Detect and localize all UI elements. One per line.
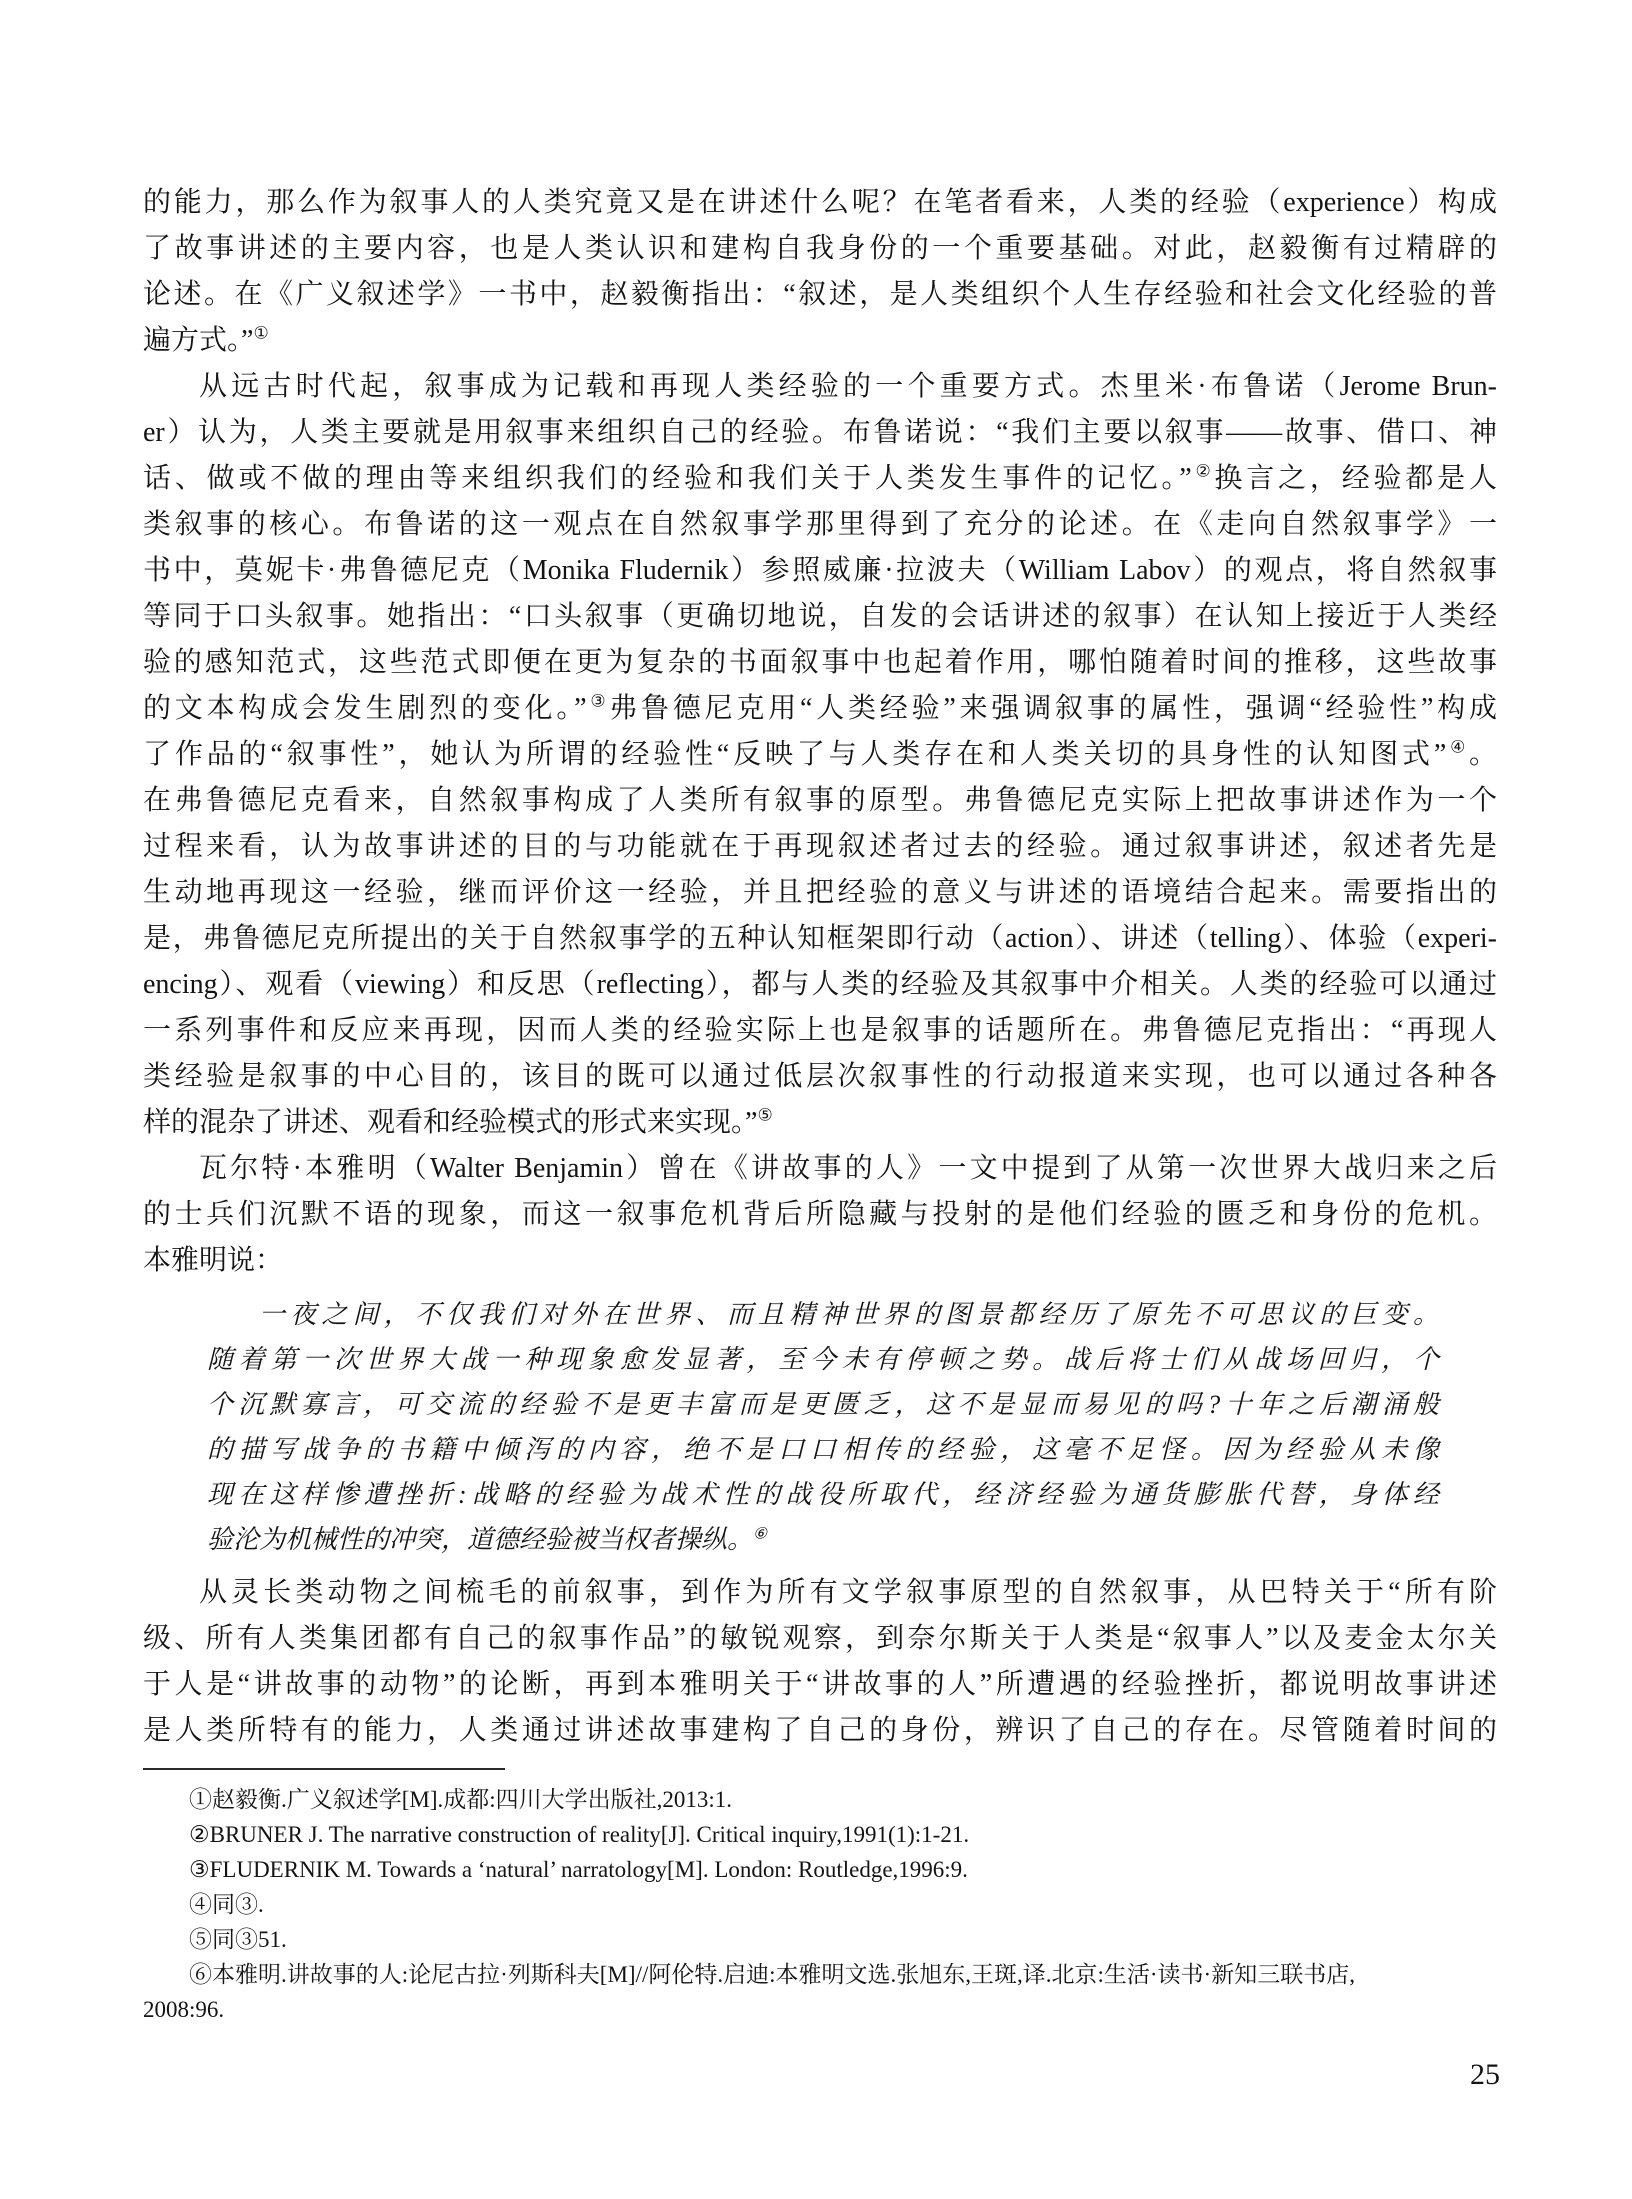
body-line: 级、所有人类集团都有自己的叙事作品”的敏锐观察，到奈尔斯关于人类是“叙事人”以及麦金太尔关	[143, 1623, 1497, 1654]
body-line: 了故事讲述的主要内容，也是人类认识和建构自我身份的一个重要基础。对此，赵毅衡有过精辟的	[143, 233, 1497, 264]
body-line: 是，弗鲁德尼克所提出的关于自然叙事学的五种认知框架即行动（action）、讲述（telling）、体验（experi-	[143, 923, 1497, 954]
footnote-line: ③FLUDERNIK M. Towards a ‘natural’ narratology[M]. London: Routledge,1996:9.	[189, 1857, 968, 1882]
body-line: 遍方式。”①	[143, 323, 269, 356]
body-line: 类叙事的核心。布鲁诺的这一观点在自然叙事学那里得到了充分的论述。在《走向自然叙事学》一	[143, 509, 1497, 540]
footnote-separator-rule	[143, 1768, 505, 1770]
body-line: 生动地再现这一经验，继而评价这一经验，并且把经验的意义与讲述的语境结合起来。需要指出的	[143, 877, 1497, 908]
footnote-line: ②BRUNER J. The narrative construction of reality[J]. Critical inquiry,1991(1):1-21.	[189, 1822, 970, 1847]
body-line: 一系列事件和反应来再现，因而人类的经验实际上也是叙事的话题所在。弗鲁德尼克指出：“再现人	[143, 1015, 1497, 1046]
body-line: 在弗鲁德尼克看来，自然叙事构成了人类所有叙事的原型。弗鲁德尼克实际上把故事讲述作为一个	[143, 785, 1497, 816]
footnote-line: ④同③.	[189, 1892, 264, 1917]
body-line: 论述。在《广义叙述学》一书中，赵毅衡指出：“叙述，是人类组织个人生存经验和社会文化经验的普	[143, 279, 1497, 310]
body-line: 从远古时代起，叙事成为记载和再现人类经验的一个重要方式。杰里米·布鲁诺（Jerome Brun-	[199, 371, 1497, 402]
footnotes	[143, 1768, 1497, 2027]
quote-line: 现在这样惨遭挫折:战略的经验为战术性的战役所取代，经济经验为通货膨胀代替，身体经	[207, 1480, 1439, 1509]
paragraph	[143, 180, 1497, 364]
body-line: 类经验是叙事的中心目的，该目的既可以通过低层次叙事性的行动报道来实现，也可以通过各种各	[143, 1061, 1497, 1092]
body-line: 书中，莫妮卡·弗鲁德尼克（Monika Fludernik）参照威廉·拉波夫（William Labov）的观点，将自然叙事	[143, 555, 1497, 586]
footnote-line: ⑥本雅明.讲故事的人:论尼古拉·列斯科夫[M]//阿伦特.启迪:本雅明文选.张旭东,王斑,译.北京:生活·读书·新知三联书店,	[189, 1962, 1355, 1987]
quote-line: 个沉默寡言，可交流的经验不是更丰富而是更匮乏，这不是显而易见的吗?十年之后潮涌般	[207, 1390, 1439, 1419]
body-line: 是人类所特有的能力，人类通过讲述故事建构了自己的身份，辨识了自己的存在。尽管随着时间的	[143, 1715, 1497, 1746]
body-line: 样的混杂了讲述、观看和经验模式的形式来实现。”⑤	[143, 1105, 773, 1138]
footnote-line: 2008:96.	[143, 1997, 225, 2022]
body-line: 过程来看，认为故事讲述的目的与功能就在于再现叙述者过去的经验。通过叙事讲述，叙述者先是	[143, 831, 1497, 862]
quote-line: 随着第一次世界大战一种现象愈发显著，至今未有停顿之势。战后将士们从战场回归，个	[207, 1345, 1439, 1374]
body-line: 瓦尔特·本雅明（Walter Benjamin）曾在《讲故事的人》一文中提到了从第一次世界大战归来之后	[199, 1153, 1497, 1184]
body-line: 验的感知范式，这些范式即便在更为复杂的书面叙事中也起着作用，哪怕随着时间的推移，这些故事	[143, 647, 1497, 678]
body-line: er）认为，人类主要就是用叙事来组织自己的经验。布鲁诺说：“我们主要以叙事——故事、借口、神	[143, 417, 1497, 448]
footnote-line: ⑤同③51.	[189, 1927, 287, 1952]
quote-line: 的描写战争的书籍中倾泻的内容，绝不是口口相传的经验，这毫不足怪。因为经验从未像	[207, 1435, 1439, 1464]
footnote-list	[143, 1782, 1497, 2027]
body-line: 等同于口头叙事。她指出：“口头叙事（更确切地说，自发的会话讲述的叙事）在认知上接近于人类经	[143, 601, 1497, 632]
body-line: 于人是“讲故事的动物”的论断，再到本雅明关于“讲故事的人”所遭遇的经验挫折，都说明故事讲述	[143, 1669, 1497, 1700]
body-line: encing）、观看（viewing）和反思（reflecting），都与人类的经验及其叙事中介相关。人类的经验可以通过	[143, 969, 1497, 1000]
body-line: 从灵长类动物之间梳毛的前叙事，到作为所有文学叙事原型的自然叙事，从巴特关于“所有阶	[199, 1577, 1497, 1608]
body-line: 了作品的“叙事性”，她认为所谓的经验性“反映了与人类存在和人类关切的具身性的认知图式”④。	[143, 737, 1498, 770]
paragraph	[143, 1570, 1497, 1754]
footnote-line: ①赵毅衡.广义叙述学[M].成都:四川大学出版社,2013:1.	[189, 1787, 733, 1812]
body-line: 的士兵们沉默不语的现象，而这一叙事危机背后所隐藏与投射的是他们经验的匮乏和身份的危机。	[143, 1199, 1497, 1230]
paragraph	[143, 364, 1497, 1146]
body-line: 的文本构成会发生剧烈的变化。”③弗鲁德尼克用“人类经验”来强调叙事的属性，强调“经验性”构成	[143, 691, 1498, 724]
body-line: 本雅明说：	[143, 1245, 284, 1276]
paragraph	[143, 1146, 1497, 1284]
page-number: 25	[1470, 2058, 1500, 2091]
quote-line: 验沦为机械性的冲突，道德经验被当权者操纵。⑥	[207, 1525, 767, 1554]
quote-block	[207, 1292, 1439, 1562]
body-line: 话、做或不做的理由等来组织我们的经验和我们关于人类发生事件的记忆。”②换言之，经验都是人	[143, 461, 1497, 494]
body-text	[143, 180, 1497, 1754]
body-line: 的能力，那么作为叙事人的人类究竟又是在讲述什么呢？在笔者看来，人类的经验（experience）构成	[143, 187, 1497, 218]
quote-line: 一夜之间，不仅我们对外在世界、而且精神世界的图景都经历了原先不可思议的巨变。	[259, 1300, 1439, 1329]
